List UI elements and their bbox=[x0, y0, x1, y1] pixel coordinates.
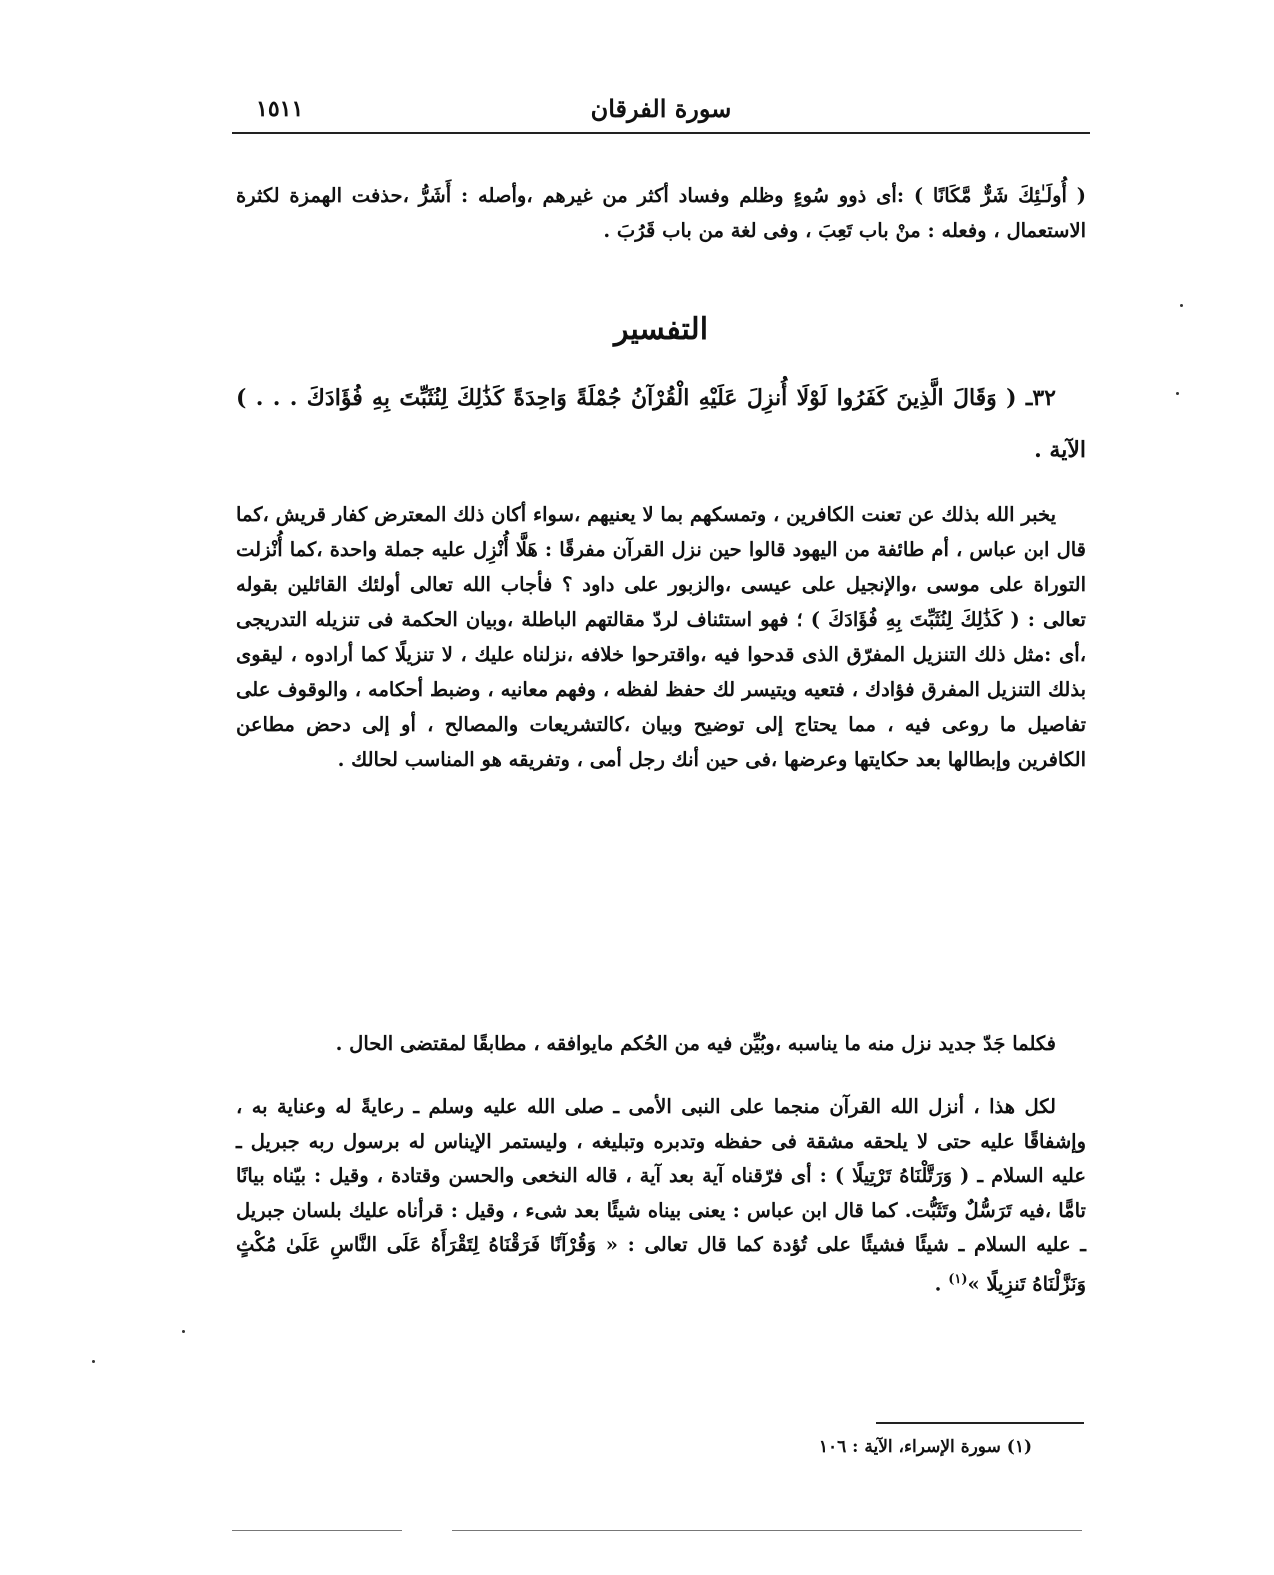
gloss-paragraph: ( أُولَـٰئِكَ شَرٌّ مَّكَانًا ) :أى ذوو سُوءٍ وظلم وفساد أكثر من غيرهم ،وأصله : أَشَرُّ ،حذفت الهمزة لكثرة الاستعمال ، وفعله : منْ باب تَعِبَ ، وفى لغة من باب قَرُبَ . bbox=[236, 184, 1086, 242]
paragraph-2: فكلما جَدّ جديد نزل منه ما يناسبه ،وبُيِّن فيه من الحُكم مايوافقه ، مطابقًا لمقتضى الحال . bbox=[335, 1032, 1056, 1055]
header-rule bbox=[232, 132, 1090, 134]
paragraph-1: يخبر الله بذلك عن تعنت الكافرين ، وتمسكهم بما لا يعنيهم ،سواء أكان ذلك المعترض كفار قريش ،كما قال ابن عباس ، أم طائفة من اليهود قالوا حين نزل القرآن مفرقًا : هَلَّا أُنْزِل عليه جملة واحدة ،كما أُنْزلت التوراة على موسى ،والإنجيل على عيسى ،والزبور على داود ؟ فأجاب الله تعالى أولئك القائلين بقوله تعالى : ( كَذَٰلِكَ لِنُثَبِّتَ بِهِ فُؤَادَكَ ) ؛ فهو استئناف لردّ مقالتهم الباطلة ،وبيان الحكمة فى تنزيله التدريجى ،أى :مثل ذلك التنزيل المفرّق الذى قدحوا فيه ،واقترحوا خلافه ،نزلناه عليك ، لا تنزيلًا كما أرادوه ، ليقوى بذلك التنزيل المفرق فؤادك ، فتعيه ويتيسر لك حفظ لفظه ، وفهم معانيه ، وضبط أحكامه ، والوقوف على تفاصيل ما روعى فيه ، مما يحتاج إلى توضيح وبيان ،كالتشريعات والمصالح ، أو إلى دحض مطاعن الكافرين وإبطالها بعد حكايتها وعرضها ،فى حين أنك رجل أمى ، وتفريقه هو المناسب لحالك . bbox=[236, 503, 1086, 771]
scan-speck bbox=[182, 1330, 185, 1333]
section-title: التفسير bbox=[613, 312, 709, 347]
paragraph-3: لكل هذا ، أنزل الله القرآن منجما على النبى الأمى ـ صلى الله عليه وسلم ـ رعايةً له وعناية به ، وإشفاقًا عليه حتى لا يلحقه مشقة فى حفظه وتدبره وتبليغه ، وليستمر الإيناس له برسول ربه جبريل ـ عليه السلام ـ ( وَرَتَّلْنَاهُ تَرْتِيلًا ) : أى فرّقناه آية بعد آية ، قاله النخعى والحسن وقتادة ، وقيل : بيّناه بيانًا تامًّا ،فيه تَرَسُّلٌ وتَثَبُّت. كما قال ابن عباس : يعنى بيناه شيئًا بعد شىء ، وقيل : قرأناه عليك بلسان جبريل ـ عليه السلام ـ شيئًا فشيئًا على تُؤدة كما قال تعالى : « وَقُرْآنًا فَرَقْنَاهُ لِتَقْرَأَهُ عَلَى النَّاسِ عَلَىٰ مُكْثٍ وَنَزَّلْنَاهُ تَنزِيلًا »$^{(١)}$ . bbox=[236, 1095, 1086, 1295]
paragraph-3-text: لكل هذا ، أنزل الله القرآن منجما على النبى الأمى ـ صلى الله عليه وسلم ـ رعايةً له وعناية به ، وإشفاقًا عليه حتى لا يلحقه مشقة فى حفظه وتدبره وتبليغه ، وليستمر الإيناس له برسول ربه جبريل ـ عليه السلام ـ ( وَرَتَّلْنَاهُ تَرْتِيلًا ) : أى فرّقناه آية بعد آية ، قاله النخعى والحسن وقتادة ، وقيل : بيّناه بيانًا تامًّا ،فيه تَرَسُّلٌ وتَثَبُّت. كما قال ابن عباس : يعنى بيناه شيئًا بعد شىء ، وقيل : قرأناه عليك بلسان جبريل ـ عليه السلام ـ شيئًا فشيئًا على تُؤدة كما قال تعالى : « وَقُرْآنًا فَرَقْنَاهُ لِتَقْرَأَهُ عَلَى النَّاسِ عَلَىٰ مُكْثٍ وَنَزَّلْنَاهُ تَنزِيلًا » bbox=[236, 1095, 1086, 1295]
body-text-3 bbox=[236, 1090, 1086, 1302]
gloss-block bbox=[236, 178, 1086, 248]
page-number: ١٥١١ bbox=[256, 96, 304, 122]
bottom-rule-right bbox=[452, 1530, 1082, 1531]
verse-text: ٣٢ـ ( وَقَالَ الَّذِينَ كَفَرُوا لَوْلَا أُنزِلَ عَلَيْهِ الْقُرْآنُ جُمْلَةً وَاحِدَةً كَذَٰلِكَ لِنُثَبِّتَ بِهِ فُؤَادَكَ . . . ) الآية . bbox=[236, 385, 1086, 463]
body-text bbox=[236, 497, 1086, 777]
body-text-2 bbox=[236, 1026, 1086, 1061]
footnote: (١) سورة الإسراء، الآية : ١٠٦ bbox=[818, 1437, 1032, 1457]
running-header bbox=[232, 92, 1090, 128]
footnote-marker: (١) bbox=[948, 1271, 968, 1287]
footnote-rule bbox=[876, 1422, 1084, 1424]
verse-block bbox=[236, 372, 1086, 476]
scan-speck bbox=[92, 1360, 95, 1363]
scan-speck bbox=[1176, 392, 1179, 395]
surah-title: سورة الفرقان bbox=[590, 94, 732, 123]
scan-speck bbox=[1180, 304, 1183, 307]
bottom-rule-left bbox=[232, 1530, 402, 1531]
